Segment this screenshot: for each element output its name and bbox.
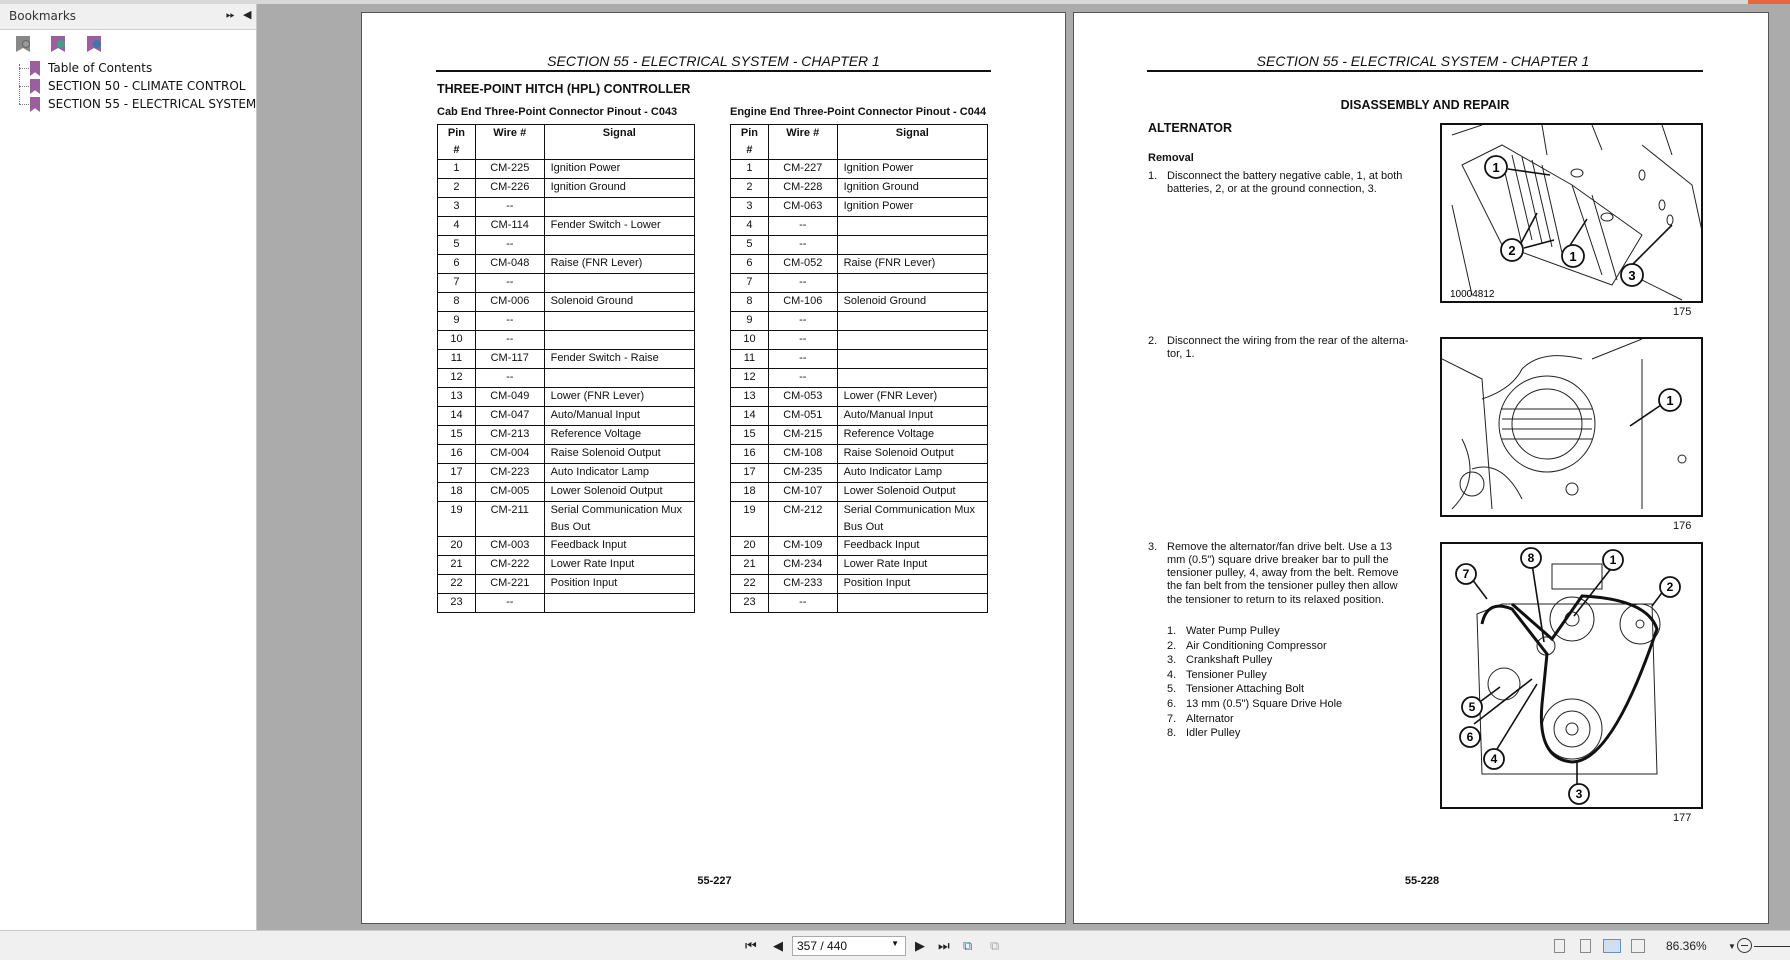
figure-belt-routing bbox=[1440, 542, 1703, 809]
wire-cell: CM-053 bbox=[768, 388, 837, 407]
table-row bbox=[731, 445, 988, 464]
wire-cell: CM-108 bbox=[768, 445, 837, 464]
signal-cell: Lower (FNR Lever) bbox=[544, 388, 694, 407]
table-row bbox=[438, 464, 695, 483]
wire-cell: -- bbox=[768, 369, 837, 388]
table-row bbox=[731, 331, 988, 350]
signal-cell: Ignition Power bbox=[837, 160, 987, 179]
table-row bbox=[731, 483, 988, 502]
wire-cell: CM-117 bbox=[475, 350, 544, 369]
pin-cell: 8 bbox=[438, 293, 476, 312]
table-row bbox=[438, 198, 695, 217]
table-row bbox=[731, 198, 988, 217]
table-row bbox=[731, 556, 988, 575]
pin-cell: 18 bbox=[731, 483, 769, 502]
wire-cell: CM-212 bbox=[768, 502, 837, 537]
signal-cell: Serial Communication Mux Bus Out bbox=[544, 502, 694, 537]
bottom-toolbar bbox=[0, 930, 1790, 960]
figure-alternator-wiring bbox=[1440, 337, 1703, 517]
page-number-input[interactable] bbox=[792, 936, 906, 956]
pin-cell: 22 bbox=[438, 575, 476, 594]
legend-label: Tensioner Attaching Bolt bbox=[1186, 683, 1305, 696]
signal-cell: Raise Solenoid Output bbox=[544, 445, 694, 464]
section-title: DISASSEMBLY AND REPAIR bbox=[1340, 98, 1510, 112]
wire-cell: CM-049 bbox=[475, 388, 544, 407]
pin-cell: 19 bbox=[438, 502, 476, 537]
callout-label: 6 bbox=[1466, 730, 1474, 744]
pin-cell: 6 bbox=[438, 255, 476, 274]
pin-cell: 4 bbox=[731, 217, 769, 236]
wire-cell: CM-233 bbox=[768, 575, 837, 594]
signal-cell bbox=[837, 350, 987, 369]
signal-cell bbox=[837, 236, 987, 255]
wire-cell: CM-211 bbox=[475, 502, 544, 537]
pin-cell: 17 bbox=[731, 464, 769, 483]
wire-cell: CM-005 bbox=[475, 483, 544, 502]
legend-number: 7. bbox=[1167, 712, 1177, 725]
table-row bbox=[438, 388, 695, 407]
wire-cell: -- bbox=[475, 331, 544, 350]
pin-cell: 3 bbox=[731, 198, 769, 217]
signal-cell: Feedback Input bbox=[544, 537, 694, 556]
last-page-icon[interactable]: ⏭︎ bbox=[938, 938, 950, 953]
signal-cell: Feedback Input bbox=[837, 537, 987, 556]
pin-cell: 12 bbox=[731, 369, 769, 388]
wire-cell: CM-234 bbox=[768, 556, 837, 575]
wire-cell: -- bbox=[475, 236, 544, 255]
table-row bbox=[438, 217, 695, 236]
subsection-title: ALTERNATOR bbox=[1148, 121, 1233, 135]
wire-cell: CM-213 bbox=[475, 426, 544, 445]
table-row bbox=[731, 160, 988, 179]
table-row bbox=[438, 293, 695, 312]
zoom-dropdown-icon[interactable]: ▼ bbox=[1728, 942, 1736, 951]
signal-cell: Ignition Ground bbox=[837, 179, 987, 198]
table-row bbox=[438, 255, 695, 274]
step-text: Remove the alternator/fan drive belt. Use a 13 bbox=[1167, 541, 1393, 553]
bookmarks-title: Bookmarks bbox=[9, 9, 77, 23]
pin-cell: 6 bbox=[731, 255, 769, 274]
signal-cell bbox=[544, 198, 694, 217]
pin-cell: 10 bbox=[731, 331, 769, 350]
legend-number: 3. bbox=[1167, 654, 1177, 667]
bookmark-label[interactable]: SECTION 50 - CLIMATE CONTROL bbox=[48, 79, 246, 93]
table-row bbox=[731, 537, 988, 556]
signal-cell bbox=[544, 331, 694, 350]
legend-label: Tensioner Pulley bbox=[1186, 668, 1267, 681]
signal-cell bbox=[544, 312, 694, 331]
step-number: 1. bbox=[1148, 170, 1158, 182]
legend-label: Air Conditioning Compressor bbox=[1186, 639, 1327, 652]
pin-cell: 11 bbox=[438, 350, 476, 369]
column-header: Pin # bbox=[731, 125, 769, 160]
wire-cell: CM-228 bbox=[768, 179, 837, 198]
signal-cell: Auto/Manual Input bbox=[544, 407, 694, 426]
wire-cell: CM-114 bbox=[475, 217, 544, 236]
table-caption-c044: Engine End Three-Point Connector Pinout - C044 bbox=[730, 106, 987, 118]
table-row bbox=[438, 407, 695, 426]
bookmark-icon bbox=[30, 97, 40, 112]
table-row bbox=[731, 217, 988, 236]
legend-label: Water Pump Pulley bbox=[1186, 625, 1280, 637]
pdf-page-left bbox=[361, 12, 1066, 924]
pin-cell: 2 bbox=[731, 179, 769, 198]
pin-cell: 14 bbox=[438, 407, 476, 426]
table-row bbox=[731, 426, 988, 445]
signal-cell: Lower Rate Input bbox=[837, 556, 987, 575]
page-header: SECTION 55 - ELECTRICAL SYSTEM - CHAPTER 1 bbox=[1256, 53, 1590, 69]
pin-cell: 19 bbox=[731, 502, 769, 537]
previous-page-icon[interactable]: ◀ bbox=[773, 938, 783, 953]
legend-label: Crankshaft Pulley bbox=[1186, 654, 1273, 667]
continuous-view-icon[interactable] bbox=[1580, 939, 1591, 953]
step-text: batteries, 2, or at the ground connection, 3. bbox=[1167, 183, 1377, 195]
callout-label: 3 bbox=[1628, 268, 1636, 283]
table-header-row bbox=[731, 125, 988, 160]
pin-cell: 1 bbox=[731, 160, 769, 179]
pin-cell: 21 bbox=[731, 556, 769, 575]
column-header: Signal bbox=[544, 125, 694, 160]
callout-label: 1 bbox=[1569, 249, 1577, 264]
pin-cell: 21 bbox=[438, 556, 476, 575]
signal-cell: Position Input bbox=[544, 575, 694, 594]
table-row bbox=[438, 556, 695, 575]
pin-cell: 4 bbox=[438, 217, 476, 236]
step-number: 3. bbox=[1148, 541, 1158, 553]
wire-cell: CM-004 bbox=[475, 445, 544, 464]
pin-cell: 17 bbox=[438, 464, 476, 483]
signal-cell bbox=[544, 274, 694, 293]
table-row bbox=[731, 274, 988, 293]
table-row bbox=[438, 312, 695, 331]
signal-cell bbox=[544, 369, 694, 388]
legend-label: Alternator bbox=[1186, 712, 1234, 725]
signal-cell bbox=[837, 594, 987, 613]
signal-cell: Lower (FNR Lever) bbox=[837, 388, 987, 407]
page-header: SECTION 55 - ELECTRICAL SYSTEM - CHAPTER 1 bbox=[547, 53, 880, 69]
table-header-row bbox=[438, 125, 695, 160]
bookmark-label[interactable]: SECTION 55 - ELECTRICAL SYSTEM bbox=[48, 97, 257, 111]
legend-number: 6. bbox=[1167, 698, 1177, 710]
table-row bbox=[731, 293, 988, 312]
first-page-icon[interactable]: ⏮︎ bbox=[745, 938, 757, 953]
signal-cell: Solenoid Ground bbox=[544, 293, 694, 312]
wire-cell: -- bbox=[768, 236, 837, 255]
column-header: Signal bbox=[837, 125, 987, 160]
signal-cell bbox=[837, 217, 987, 236]
table-row bbox=[731, 236, 988, 255]
callout-label: 1 bbox=[1609, 553, 1617, 567]
wire-cell: CM-063 bbox=[768, 198, 837, 217]
pin-cell: 13 bbox=[731, 388, 769, 407]
alternator-illustration bbox=[1442, 339, 1703, 517]
step-text: Disconnect the wiring from the rear of the alterna- bbox=[1167, 335, 1409, 347]
table-row bbox=[438, 179, 695, 198]
signal-cell: Lower Rate Input bbox=[544, 556, 694, 575]
legend-label: Idler Pulley bbox=[1186, 727, 1241, 740]
window-accent bbox=[1748, 0, 1790, 4]
goto-bookmark-icon[interactable] bbox=[87, 36, 101, 52]
table-row bbox=[438, 537, 695, 556]
table-row bbox=[731, 388, 988, 407]
bookmarks-panel bbox=[0, 4, 257, 930]
signal-cell: Fender Switch - Lower bbox=[544, 217, 694, 236]
step-text: the fan belt from the tensioner pulley then allow bbox=[1167, 580, 1398, 592]
pin-cell: 9 bbox=[438, 312, 476, 331]
signal-cell: Ignition Power bbox=[837, 198, 987, 217]
figure-battery bbox=[1440, 123, 1703, 303]
pin-cell: 23 bbox=[438, 594, 476, 613]
table-row bbox=[731, 312, 988, 331]
legend-number: 5. bbox=[1167, 683, 1177, 696]
page-display: 357 / 440 bbox=[797, 939, 848, 953]
signal-cell: Solenoid Ground bbox=[837, 293, 987, 312]
wire-cell: CM-109 bbox=[768, 537, 837, 556]
wire-cell: -- bbox=[768, 274, 837, 293]
wire-cell: -- bbox=[768, 594, 837, 613]
legend-number: 8. bbox=[1167, 727, 1177, 740]
expand-panel-icon[interactable]: ⏩︎ bbox=[226, 8, 235, 21]
signal-cell: Ignition Ground bbox=[544, 179, 694, 198]
window-tab-strip bbox=[0, 0, 1790, 4]
wire-cell: -- bbox=[768, 217, 837, 236]
signal-cell: Auto/Manual Input bbox=[837, 407, 987, 426]
table-row bbox=[731, 464, 988, 483]
delete-bookmark-icon[interactable] bbox=[16, 36, 30, 52]
callout-label: 1 bbox=[1492, 160, 1500, 175]
pin-cell: 11 bbox=[731, 350, 769, 369]
table-row bbox=[438, 594, 695, 613]
wire-cell: CM-221 bbox=[475, 575, 544, 594]
belt-routing-illustration bbox=[1442, 544, 1703, 809]
wire-cell: CM-235 bbox=[768, 464, 837, 483]
callout-label: 1 bbox=[1666, 393, 1674, 408]
pin-cell: 15 bbox=[731, 426, 769, 445]
wire-cell: -- bbox=[475, 198, 544, 217]
wire-cell: -- bbox=[768, 312, 837, 331]
table-row bbox=[438, 445, 695, 464]
wire-cell: CM-047 bbox=[475, 407, 544, 426]
pinout-table-c044 bbox=[730, 124, 988, 613]
wire-cell: -- bbox=[475, 594, 544, 613]
wire-cell: -- bbox=[475, 312, 544, 331]
legend-number: 4. bbox=[1167, 668, 1177, 681]
section-title: THREE-POINT HITCH (HPL) CONTROLLER bbox=[437, 82, 691, 96]
bookmark-tools bbox=[0, 30, 256, 56]
next-page-icon[interactable]: ▶ bbox=[915, 938, 925, 953]
signal-cell: Serial Communication Mux Bus Out bbox=[837, 502, 987, 537]
bookmark-icon bbox=[30, 79, 40, 94]
tree-line bbox=[19, 64, 20, 104]
signal-cell: Ignition Power bbox=[544, 160, 694, 179]
pin-cell: 1 bbox=[438, 160, 476, 179]
column-header: Pin # bbox=[438, 125, 476, 160]
signal-cell bbox=[544, 236, 694, 255]
pin-cell: 18 bbox=[438, 483, 476, 502]
signal-cell: Fender Switch - Raise bbox=[544, 350, 694, 369]
step-text: the tensioner to return to its relaxed position. bbox=[1167, 594, 1385, 606]
legend-number: 2. bbox=[1167, 639, 1177, 652]
table-row bbox=[438, 274, 695, 293]
page-number: 55-227 bbox=[697, 875, 732, 887]
callout-label: 2 bbox=[1666, 580, 1674, 594]
signal-cell: Raise Solenoid Output bbox=[837, 445, 987, 464]
pin-cell: 7 bbox=[438, 274, 476, 293]
signal-cell: Lower Solenoid Output bbox=[544, 483, 694, 502]
callout-label: 3 bbox=[1575, 787, 1583, 801]
step-text: mm (0.5") square drive breaker bar to pull the bbox=[1167, 554, 1389, 566]
callout-label: 2 bbox=[1508, 243, 1516, 258]
signal-cell: Lower Solenoid Output bbox=[837, 483, 987, 502]
wire-cell: -- bbox=[768, 331, 837, 350]
legend-number: 1. bbox=[1167, 625, 1177, 637]
table-row bbox=[438, 369, 695, 388]
signal-cell bbox=[837, 274, 987, 293]
figure-number: 175 bbox=[1673, 306, 1692, 318]
wire-cell: CM-225 bbox=[475, 160, 544, 179]
pin-cell: 15 bbox=[438, 426, 476, 445]
table-row bbox=[438, 426, 695, 445]
table-row bbox=[731, 502, 988, 537]
wire-cell: CM-006 bbox=[475, 293, 544, 312]
table-row bbox=[438, 236, 695, 255]
wire-cell: CM-215 bbox=[768, 426, 837, 445]
wire-cell: CM-222 bbox=[475, 556, 544, 575]
pinout-table-c043 bbox=[437, 124, 695, 613]
pin-cell: 23 bbox=[731, 594, 769, 613]
pin-cell: 5 bbox=[731, 236, 769, 255]
zoom-level[interactable]: 86.36% bbox=[1666, 939, 1707, 953]
wire-cell: CM-052 bbox=[768, 255, 837, 274]
table-row bbox=[731, 594, 988, 613]
page-number: 55-228 bbox=[1404, 875, 1440, 887]
signal-cell: Raise (FNR Lever) bbox=[544, 255, 694, 274]
wire-cell: -- bbox=[475, 369, 544, 388]
wire-cell: CM-003 bbox=[475, 537, 544, 556]
figure-number: 177 bbox=[1673, 812, 1692, 824]
callout-label: 5 bbox=[1468, 700, 1476, 714]
pin-cell: 16 bbox=[438, 445, 476, 464]
signal-cell: Position Input bbox=[837, 575, 987, 594]
pin-cell: 8 bbox=[731, 293, 769, 312]
wire-cell: CM-226 bbox=[475, 179, 544, 198]
bookmarks-header bbox=[0, 4, 256, 30]
pin-cell: 5 bbox=[438, 236, 476, 255]
bookmark-icon bbox=[30, 61, 40, 76]
pin-cell: 14 bbox=[731, 407, 769, 426]
callout-label: 7 bbox=[1462, 567, 1470, 581]
pdf-page-right bbox=[1073, 12, 1769, 924]
table-row bbox=[438, 331, 695, 350]
signal-cell bbox=[837, 312, 987, 331]
single-page-view-icon[interactable] bbox=[1554, 939, 1565, 953]
two-page-continuous-view-icon[interactable] bbox=[1631, 939, 1645, 953]
pin-cell: 20 bbox=[731, 537, 769, 556]
table-row bbox=[731, 369, 988, 388]
pin-cell: 9 bbox=[731, 312, 769, 331]
wire-cell: CM-223 bbox=[475, 464, 544, 483]
callout-label: 8 bbox=[1527, 551, 1535, 565]
table-row bbox=[731, 255, 988, 274]
table-row bbox=[731, 407, 988, 426]
header-rule bbox=[1147, 70, 1703, 72]
pin-cell: 12 bbox=[438, 369, 476, 388]
figure-number: 176 bbox=[1673, 520, 1692, 532]
pin-cell: 20 bbox=[438, 537, 476, 556]
pin-cell: 16 bbox=[731, 445, 769, 464]
header-rule bbox=[436, 70, 991, 72]
table-caption-c043: Cab End Three-Point Connector Pinout - C043 bbox=[437, 106, 678, 118]
wire-cell: -- bbox=[475, 274, 544, 293]
step-text: Disconnect the battery negative cable, 1, at both bbox=[1167, 170, 1403, 182]
signal-cell: Reference Voltage bbox=[544, 426, 694, 445]
signal-cell bbox=[837, 331, 987, 350]
pin-cell: 2 bbox=[438, 179, 476, 198]
pin-cell: 22 bbox=[731, 575, 769, 594]
pin-cell: 13 bbox=[438, 388, 476, 407]
collapse-panel-icon[interactable]: ◀ bbox=[243, 8, 252, 21]
signal-cell: Auto Indicator Lamp bbox=[837, 464, 987, 483]
table-row bbox=[438, 483, 695, 502]
wire-cell: CM-048 bbox=[475, 255, 544, 274]
pin-cell: 10 bbox=[438, 331, 476, 350]
bookmark-label[interactable]: Table of Contents bbox=[48, 61, 153, 75]
chevron-down-icon[interactable]: ▼ bbox=[891, 939, 899, 948]
pin-cell: 7 bbox=[731, 274, 769, 293]
zoom-out-icon[interactable] bbox=[1737, 938, 1752, 953]
step-text: tensioner pulley, 4, away from the belt. Remove bbox=[1167, 567, 1399, 579]
column-header: Wire # bbox=[768, 125, 837, 160]
signal-cell: Raise (FNR Lever) bbox=[837, 255, 987, 274]
two-page-view-icon[interactable] bbox=[1603, 939, 1621, 953]
table-row bbox=[731, 575, 988, 594]
legend-label: 13 mm (0.5") Square Drive Hole bbox=[1186, 698, 1343, 710]
table-row bbox=[438, 575, 695, 594]
removal-heading: Removal bbox=[1148, 152, 1194, 164]
signal-cell bbox=[837, 369, 987, 388]
table-row bbox=[438, 160, 695, 179]
callout-label: 4 bbox=[1490, 752, 1498, 766]
wire-cell: CM-107 bbox=[768, 483, 837, 502]
wire-cell: CM-227 bbox=[768, 160, 837, 179]
table-row bbox=[731, 179, 988, 198]
step-text: tor, 1. bbox=[1167, 348, 1195, 360]
zoom-slider[interactable] bbox=[1754, 946, 1790, 947]
wire-cell: -- bbox=[768, 350, 837, 369]
wire-cell: CM-106 bbox=[768, 293, 837, 312]
signal-cell: Reference Voltage bbox=[837, 426, 987, 445]
figure-code: 10004812 bbox=[1450, 289, 1495, 300]
table-row bbox=[438, 502, 695, 537]
wire-cell: CM-051 bbox=[768, 407, 837, 426]
step-number: 2. bbox=[1148, 335, 1158, 347]
next-view-icon[interactable]: ⧉ bbox=[990, 938, 1000, 953]
signal-cell: Auto Indicator Lamp bbox=[544, 464, 694, 483]
add-bookmark-icon[interactable] bbox=[51, 36, 65, 52]
column-header: Wire # bbox=[475, 125, 544, 160]
pin-cell: 3 bbox=[438, 198, 476, 217]
battery-illustration bbox=[1442, 125, 1703, 303]
table-row bbox=[438, 350, 695, 369]
signal-cell bbox=[544, 594, 694, 613]
table-row bbox=[731, 350, 988, 369]
previous-view-icon[interactable]: ⧉ bbox=[963, 938, 973, 953]
